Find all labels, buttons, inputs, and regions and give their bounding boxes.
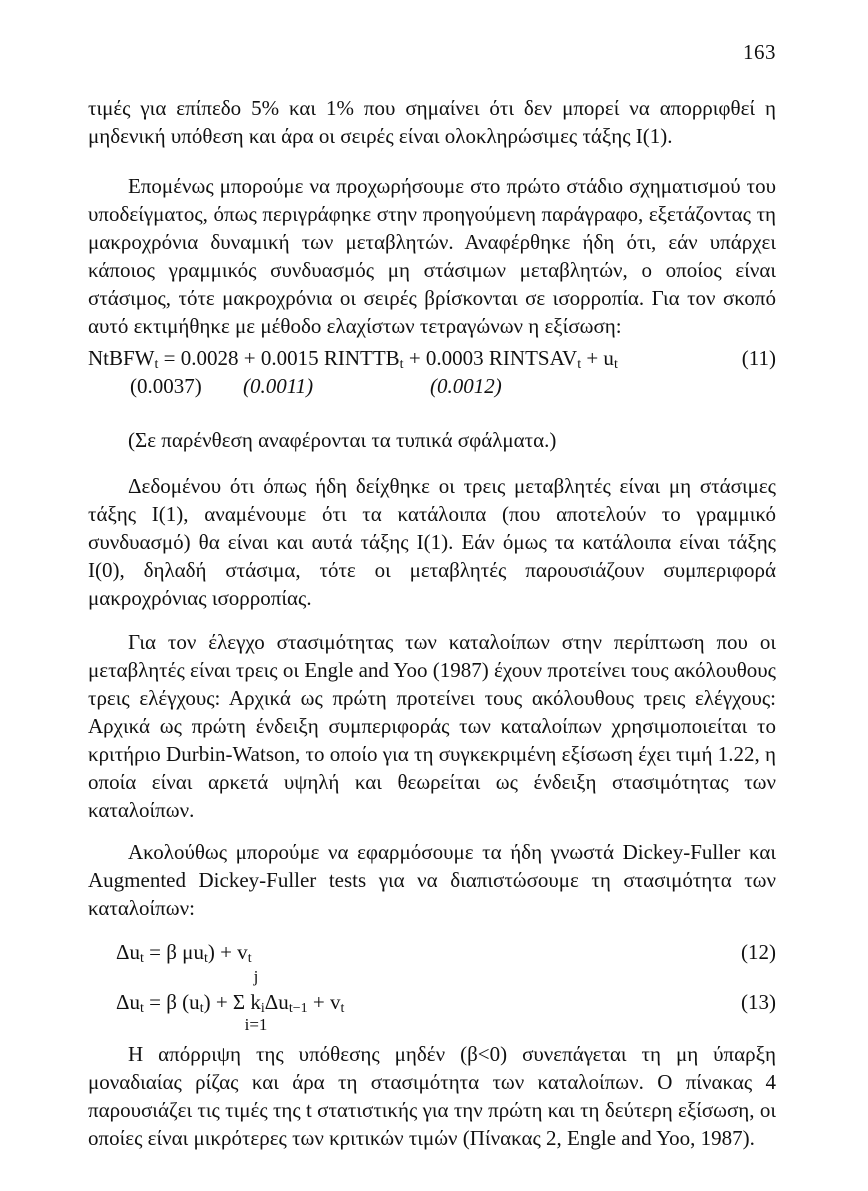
equation-11 <box>88 344 776 372</box>
standard-error-3: (0.0012) <box>430 374 502 398</box>
note-text: (Σε παρένθεση αναφέρονται τα τυπικά σφάλματα.) <box>128 428 557 452</box>
sum-upper-limit: j <box>253 967 259 986</box>
equation-12-number: (12) <box>741 940 776 964</box>
paragraph-6-text: Η απόρριψη της υπόθεσης μηδέν (β<0) συνεπάγεται τη μη ύπαρξη μοναδιαίας ρίζας και άρα τη στασιμότητα των καταλοίπων. Ο πίνακας 4 παρουσιάζει τις τιμές της t στατιστικής για την πρώτη και τη δεύτερη εξίσωση, οι οποίες είναι μικρότερες των κριτικών τιμών (Πίνακας 2, Engle and Yoo, 1987). <box>88 1042 776 1150</box>
paragraph-2 <box>88 172 776 340</box>
paragraph-1 <box>88 94 776 150</box>
paragraph-1-text: τιμές για επίπεδο 5% και 1% που σημαίνει ότι δεν μπορεί να απορριφθεί η μηδενική υπόθεση και άρα οι σειρές είναι ολοκληρώσιμες τάξης I(1). <box>88 96 776 148</box>
equation-12 <box>88 938 776 966</box>
paragraph-3 <box>88 472 776 612</box>
summation-sign: Σ <box>232 990 246 1014</box>
page-number: 163 <box>743 40 776 64</box>
paragraph-4 <box>88 628 776 824</box>
equation-13-body: $\Delta u_t = \beta$ $(u_t) + \Sigma$ $k_i\Delta u_{t-1} + v_t$ <box>116 990 345 1016</box>
paragraph-2-text: Επομένως μπορούμε να προχωρήσουμε στο πρώτο στάδιο σχηματισμού του υποδείγματος, όπως περιγράφηκε στην προηγούμενη παράγραφο, εξετάζοντας τη μακροχρόνια δυναμική των μεταβλητών. Αναφέρθηκε ήδη ότι, εάν υπάρχει κάποιος γραμμικός συνδυασμός μη στάσιμων μεταβλητών, ο οποίος είναι στάσιμος, τότε μακροχρόνια οι σειρές βρίσκονται σε ισορροπία. Για τον σκοπό αυτό εκτιμήθηκε με μέθοδο ελαχίστων τετραγώνων η εξίσωση: <box>88 174 776 338</box>
equation-11-number: (11) <box>741 346 776 370</box>
note-paragraph <box>88 426 776 454</box>
paragraph-5 <box>88 838 776 922</box>
equation-11-standard-errors <box>88 372 776 400</box>
paragraph-4-text: Για τον έλεγχο στασιμότητας των καταλοίπων στην περίπτωση που οι μεταβλητές είναι τρεις οι Engle and Yoo (1987) έχουν προτείνει τους ακόλουθους τρεις ελέγχους: Αρχικά ως πρώτη προτείνει τους ακόλουθους τρεις ελέγχους: Αρχικά ως πρώτη ένδειξη συμπεριφοράς των καταλοίπων χρησιμοποιείται το κριτήριο Durbin-Watson, το οποίο για τη συγκεκριμένη εξίσωση έχει τιμή 1.22, η οποία είναι αρκετά υψηλή και θεωρείται ως ένδειξη στασιμότητας των καταλοίπων. <box>88 630 776 822</box>
standard-error-2: (0.0011) <box>243 374 314 398</box>
equation-13 <box>88 988 776 1016</box>
paragraph-6 <box>88 1040 776 1152</box>
paragraph-3-text: Δεδομένου ότι όπως ήδη δείχθηκε οι τρεις μεταβλητές είναι μη στάσιμες τάξης I(1), αναμένουμε ότι τα κατάλοιπα (που αποτελούν το γραμμικό συνδυασμό) θα είναι και αυτά τάξης I(1). Εάν όμως τα κατάλοιπα είναι τάξης I(0), δηλαδή στάσιμα, τότε οι μεταβλητές παρουσιάζουν συμπεριφορά μακροχρόνιας ισορροπίας. <box>88 474 776 610</box>
equation-11-body: NtBFW$_t$ = 0.0028 + 0.0015 $RINTTB_t + 0.0003$ $RINTSAV_t + u_t$ <box>88 346 618 372</box>
paragraph-5-text: Ακολούθως μπορούμε να εφαρμόσουμε τα ήδη γνωστά Dickey-Fuller και Augmented Dickey-Fuller tests για να διαπιστώσουμε τη στασιμότητα των καταλοίπων: <box>88 840 776 920</box>
equation-12-body: $\Delta u_t = \beta$ $\mu u_t) + v_t$ <box>116 940 252 966</box>
sum-lower-limit: i=1 <box>244 1015 268 1034</box>
standard-error-1: (0.0037) <box>130 374 202 398</box>
equation-13-number: (13) <box>741 990 776 1014</box>
